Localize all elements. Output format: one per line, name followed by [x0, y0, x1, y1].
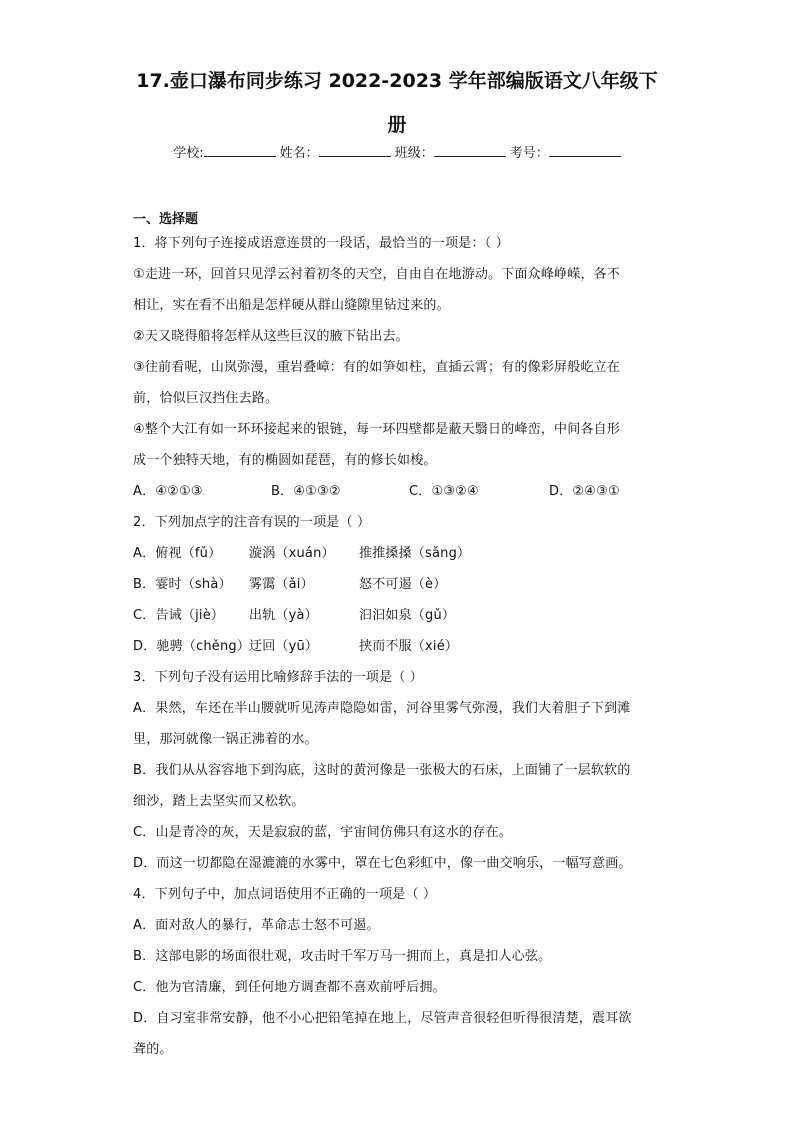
q1-option-a[interactable]: A．④②①③: [133, 484, 203, 499]
name-label: 姓名：: [279, 146, 319, 161]
q4-option-c[interactable]: C．他为官清廉，到任何地方调查都不喜欢前呼后拥。: [133, 980, 446, 995]
q3-option-a-line1[interactable]: A．果然，车还在半山腰就听见涛声隐隐如雷，河谷里雾气弥漫，我们大着胆子下到滩: [133, 701, 631, 716]
q2-a-item-2: 漩涡（xuán）: [249, 546, 335, 561]
doc-title-line2: 册: [387, 114, 407, 136]
class-blank: [434, 143, 506, 157]
q2-a-item-1: A．俯视（fǔ）: [133, 546, 222, 561]
q4-option-d-line2[interactable]: 聋的。: [133, 1042, 173, 1057]
q1-sentence-4a: ④整个大江有如一环环接起来的银链，每一环四壁都是蔽天翳日的峰峦，中间各自形: [133, 422, 621, 437]
q3-stem: 3．下列句子没有运用比喻修辞手法的一项是（ ）: [133, 670, 424, 685]
q2-option-a[interactable]: [133, 544, 663, 564]
q2-a-item-3: 推推搡搡（sǎng）: [359, 546, 471, 561]
q4-option-a[interactable]: A．面对敌人的暴行，革命志士怒不可遏。: [133, 918, 380, 933]
q2-b-item-1: B．霎时（shà）: [133, 577, 232, 592]
q3-option-c[interactable]: C．山是青冷的灰，天是寂寂的蓝，宇宙间仿佛只有这水的存在。: [133, 825, 512, 840]
q3-option-b-line2[interactable]: 细沙，踏上去坚实而又松软。: [133, 794, 305, 809]
q2-option-c[interactable]: [133, 606, 663, 626]
q3-option-a-line2[interactable]: 里，那河就像一锅正沸着的水。: [133, 732, 318, 747]
q2-d-item-3: 挟而不服（xié）: [359, 639, 459, 654]
name-blank: [319, 143, 391, 157]
q2-c-item-1: C．告诫（jiè）: [133, 608, 225, 623]
q2-option-d[interactable]: [133, 637, 663, 657]
q1-sentence-1a: ①走进一环，回首只见浮云衬着初冬的天空，自由自在地游动。下面众峰峥嵘，各不: [133, 267, 621, 282]
q2-b-item-2: 雾霭（ǎi）: [249, 577, 314, 592]
q1-options: [133, 482, 663, 502]
q1-sentence-1b: 相让，实在看不出船是怎样硬从群山缝隙里钻过来的。: [133, 298, 450, 313]
q1-option-c[interactable]: C．①③②④: [409, 484, 479, 499]
q2-c-item-2: 出轨（yà）: [249, 608, 318, 623]
q4-stem: 4．下列句子中，加点词语使用不正确的一项是（ ）: [133, 887, 437, 902]
section-heading: 一、选择题: [133, 212, 199, 227]
q1-option-b[interactable]: B．④①③②: [271, 484, 341, 499]
student-info-row: [0, 143, 794, 164]
q4-option-d-line1[interactable]: D．自习室非常安静，他不小心把铅笔掉在地上，尽管声音很轻但听得很清楚，震耳欲: [133, 1011, 632, 1026]
q2-option-b[interactable]: [133, 575, 663, 595]
q2-d-item-2: 迂回（yū）: [249, 639, 319, 654]
q2-d-item-1: D．驰骋（chěng）: [133, 639, 251, 654]
class-label: 班级：: [394, 146, 434, 161]
doc-title-line1: 17.壶口瀑布同步练习 2022-2023 学年部编版语文八年级下: [136, 70, 658, 92]
q2-stem: 2．下列加点字的注音有误的一项是（ ）: [133, 515, 371, 530]
school-blank: [204, 143, 276, 157]
q4-option-b[interactable]: B．这部电影的场面很壮观，攻击时千军万马一拥而上，真是扣人心弦。: [133, 949, 552, 964]
q1-option-d[interactable]: D．②④③①: [549, 484, 620, 499]
q1-stem: 1．将下列句子连接成语意连贯的一段话，最恰当的一项是：（ ）: [133, 236, 509, 251]
q2-c-item-3: 汩汩如泉（gǔ）: [359, 608, 456, 623]
q1-sentence-3a: ③往前看呢，山岚弥漫，重岩叠嶂：有的如笋如柱，直插云霄；有的像彩屏般屹立在: [133, 360, 621, 375]
q1-sentence-4b: 成一个独特天地，有的椭圆如琵琶，有的修长如梭。: [133, 453, 437, 468]
q1-sentence-3b: 前，恰似巨汉挡住去路。: [133, 391, 279, 406]
q2-b-item-3: 怒不可遏（è）: [359, 577, 447, 592]
q3-option-d[interactable]: D．而这一切都隐在湿漉漉的水雾中，罩在七色彩虹中，像一曲交响乐，一幅写意画。: [133, 856, 632, 871]
exam-no-label: 考号：: [509, 146, 549, 161]
school-label: 学校:: [173, 146, 204, 161]
q1-sentence-2: ②天又晓得船将怎样从这些巨汉的腋下钻出去。: [133, 329, 409, 344]
q3-option-b-line1[interactable]: B．我们从从容容地下到沟底，这时的黄河像是一张极大的石床，上面铺了一层软软的: [133, 763, 631, 778]
exam-no-blank: [549, 143, 621, 157]
